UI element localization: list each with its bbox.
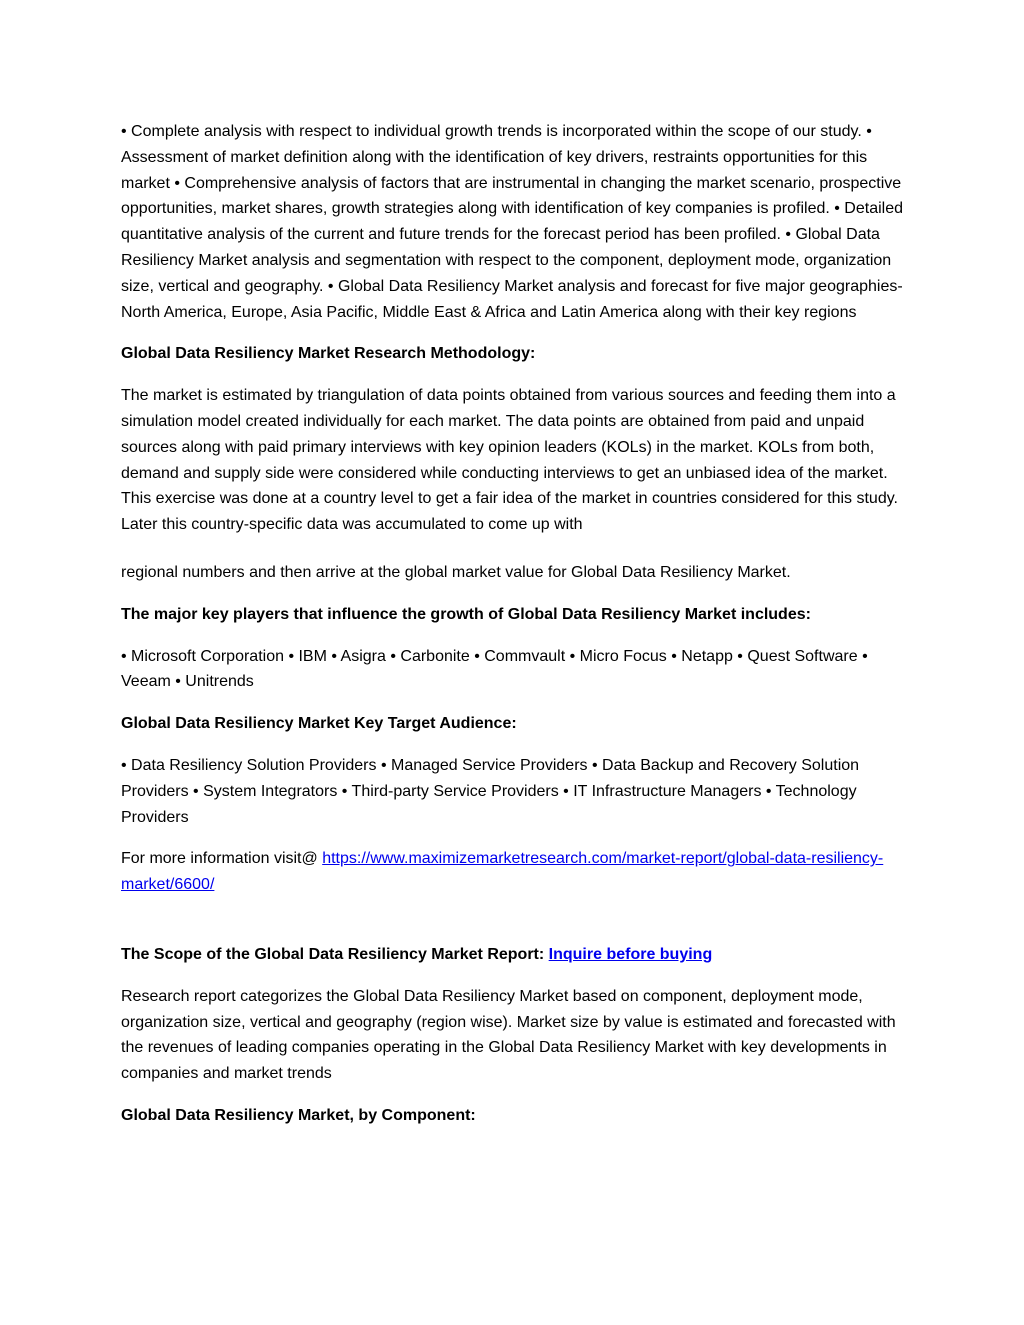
more-info-prefix: For more information visit@ (121, 850, 323, 868)
target-audience-list: • Data Resiliency Solution Providers • Managed Service Providers • Data Backup and Recovery Solution Providers • System Integrators • Third-party Service Providers • IT Infrastructure Managers • Technology Providers (121, 756, 860, 826)
component-heading: Global Data Resiliency Market, by Component: (121, 1106, 476, 1124)
target-audience-heading: Global Data Resiliency Market Key Target Audience: (121, 715, 517, 733)
scope-heading: The Scope of the Global Data Resiliency Market Report: (121, 945, 549, 963)
methodology-body: The market is estimated by triangulation of data points obtained from various sources and feeding them into a simulation model created individually for each market. The data points are obtained from paid and unpaid sources along with paid primary interviews with key opinion leaders (KOLs) in the market. KOLs from both, demand and supply side were considered while conducting interviews to get an unbiased idea of the market. This exercise was done at a country level to get a fair idea of the market in countries considered for this study. Later this country-specific data was accumulated to come up with (121, 387, 898, 534)
methodology-continuation: regional numbers and then arrive at the global market value for Global Data Resiliency Market. (121, 563, 791, 581)
scope-line (121, 942, 911, 968)
scope-body: Research report categorizes the Global Data Resiliency Market based on component, deployment mode, organization size, vertical and geography (region wise). Market size by value is estimated and forecasted with the revenues of leading companies operating in the Global Data Resiliency Market with key developments in companies and market trends (121, 987, 896, 1083)
key-players-heading: The major key players that influence the growth of Global Data Resiliency Market includes: (121, 605, 811, 623)
inquire-before-buying-link[interactable]: Inquire before buying (548, 945, 713, 963)
document-page (121, 119, 911, 1145)
intro-paragraph: • Complete analysis with respect to individual growth trends is incorporated within the scope of our study. • Assessment of market definition along with the identification of key drivers, restraints opportunities for this market • Comprehensive analysis of factors that are instrumental in changing the market scenario, prospective opportunities, market shares, growth strategies along with identification of key companies is profiled. • Detailed quantitative analysis of the current and future trends for the forecast period has been profiled. • Global Data Resiliency Market analysis and segmentation with respect to the component, deployment mode, organization size, vertical and geography. • Global Data Resiliency Market analysis and forecast for five major geographies- North America, Europe, Asia Pacific, Middle East & Africa and Latin America along with their key regions (121, 123, 903, 321)
report-link[interactable]: https://www.maximizemarketresearch.com/market-report/global-data-resiliency-market/6600/ (121, 850, 884, 894)
key-players-list: • Microsoft Corporation • IBM • Asigra • Carbonite • Commvault • Micro Focus • Netapp • Quest Software • Veeam • Unitrends (121, 647, 868, 691)
methodology-heading: Global Data Resiliency Market Research Methodology: (121, 345, 536, 363)
more-info-line (121, 846, 911, 898)
